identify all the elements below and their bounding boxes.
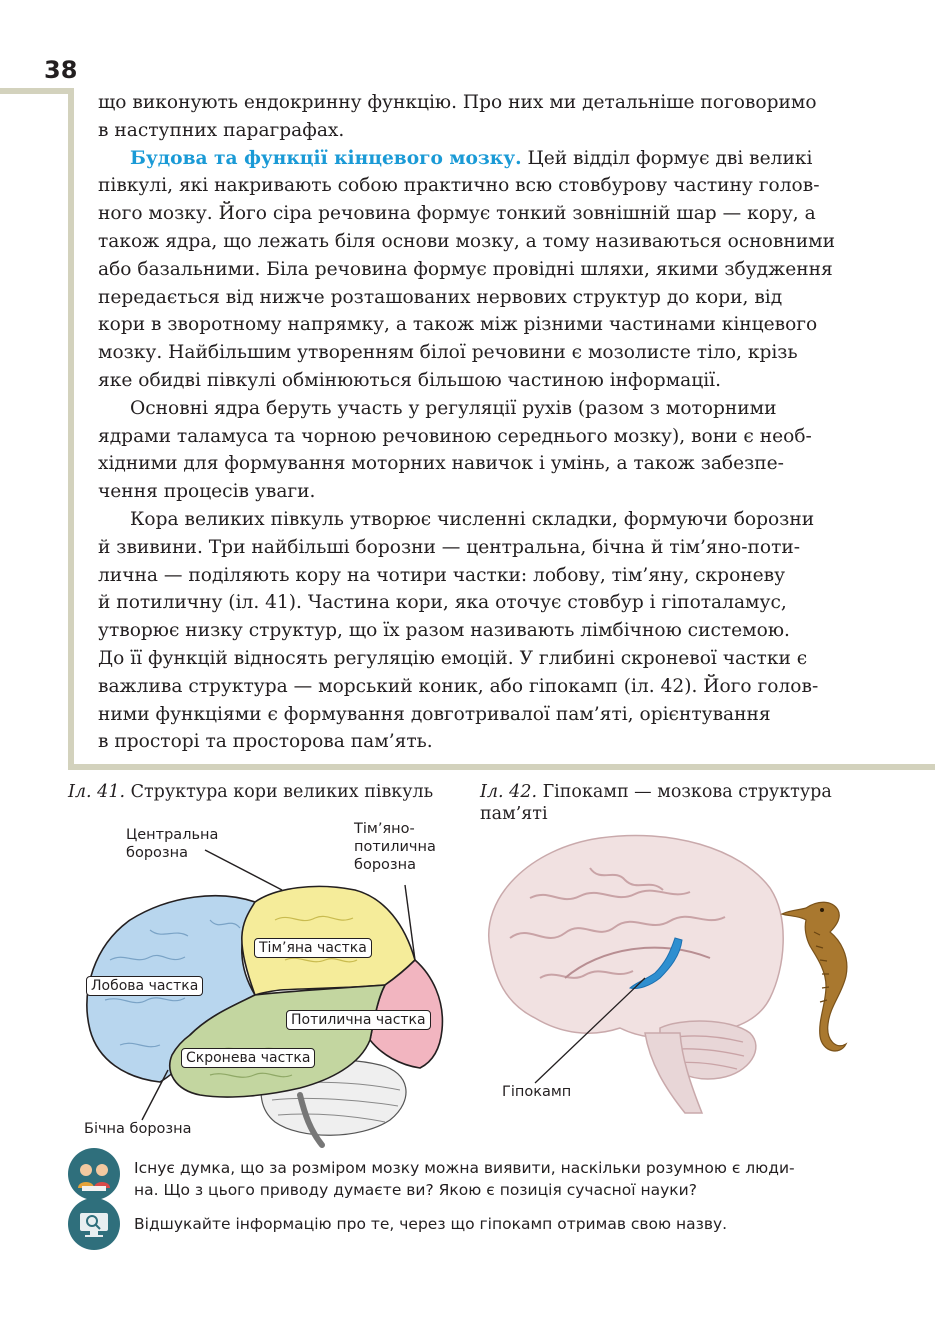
frame-left-rule — [68, 88, 74, 770]
temporal-lobe-label: Скронева частка — [181, 1048, 315, 1068]
main-text — [98, 89, 862, 756]
page-number: 38 — [44, 56, 78, 84]
paragraph: Будова та функції кінцевого мозку. Цей відділ формує дві великі півкулі, які накривають собою практично всю стовбурову частину голов- ного мозку. Його сіра речовина формує тонкий зовнішній шар — кору, а також ядра, що лежать біля основи мозку, а тому називаються основними або базальними. Біла речовина формує провідні шляхи, якими збудження передається від нижче розташованих нервових структур до кори, від кори в зворотному напрямку, а також між різними частинами кінцевого мозку. Найбільшим утворенням білої речовини є мозолисте тіло, крізь яке обидві півкулі обмінюються більшою частиною інформації. — [98, 147, 835, 391]
discussion-icon — [68, 1148, 120, 1200]
fig41-caption: Іл. 41. Структура кори великих півкуль — [68, 782, 434, 802]
question-2: Відшукайте інформацію про те, через що гіпокамп отримав свою назву. — [134, 1215, 728, 1233]
section-heading: Будова та функції кінцевого мозку. — [130, 147, 522, 169]
central-sulcus-label: Центральна борозна — [126, 827, 219, 861]
question-1: Існує думка, що за розміром мозку можна виявити, наскільки розумною є люди- на. Що з цього приводу думаєте ви? Якою є позиція сучасної науки? — [134, 1159, 795, 1199]
parietal-lobe-label: Тім’яна частка — [254, 938, 372, 958]
frontal-lobe-label: Лобова частка — [86, 976, 203, 996]
cerebrum — [489, 835, 783, 1038]
parieto-occipital-sulcus-label: Тім’яно- потилична борозна — [354, 821, 436, 873]
occipital-lobe-label: Потилична частка — [286, 1010, 431, 1030]
hippocampus-label: Гіпокамп — [502, 1084, 572, 1100]
seahorse-icon — [782, 902, 847, 1051]
paragraph: Кора великих півкуль утворює численні складки, формуючи борозни й звивини. Три найбільші борозни — центральна, бічна й тім’яно-поти- лична — поділяють кору на чотири частки: лобову, тім’яну, скроневу й потиличну (іл. 41). Частина кори, яка оточує стовбур і гіпоталамус, утворює низку структур, що їх разом називають лімбічною системою. До її функцій відносять регуляцію емоцій. У глибині скроневої частки є важлива структура — морський коник, або гіпокамп (іл. 42). Його голов- ними функціями є формування довготривалої пам’яті, орієнтування в просторі та просторова пам’ять. — [98, 508, 819, 753]
paragraph: Основні ядра беруть участь у регуляції рухів (разом з моторними ядрами таламуса та чорною речовиною середнього мозку), вони є необ- хідними для формування моторних навичок і умінь, а також забезпе- чення процесів уваги. — [98, 397, 812, 503]
frame-top-rule — [0, 88, 74, 94]
lateral-sulcus-label: Бічна борозна — [84, 1121, 192, 1137]
fig42-caption: Іл. 42. Гіпокамп — мозкова структура пам’яті — [480, 782, 832, 824]
research-icon — [68, 1198, 120, 1250]
hippocampus-illustration — [470, 828, 880, 1118]
paragraph: що виконують ендокринну функцію. Про них ми детальніше поговоримо в наступних параграфах. — [98, 92, 817, 141]
frame-bottom-rule — [68, 764, 935, 770]
